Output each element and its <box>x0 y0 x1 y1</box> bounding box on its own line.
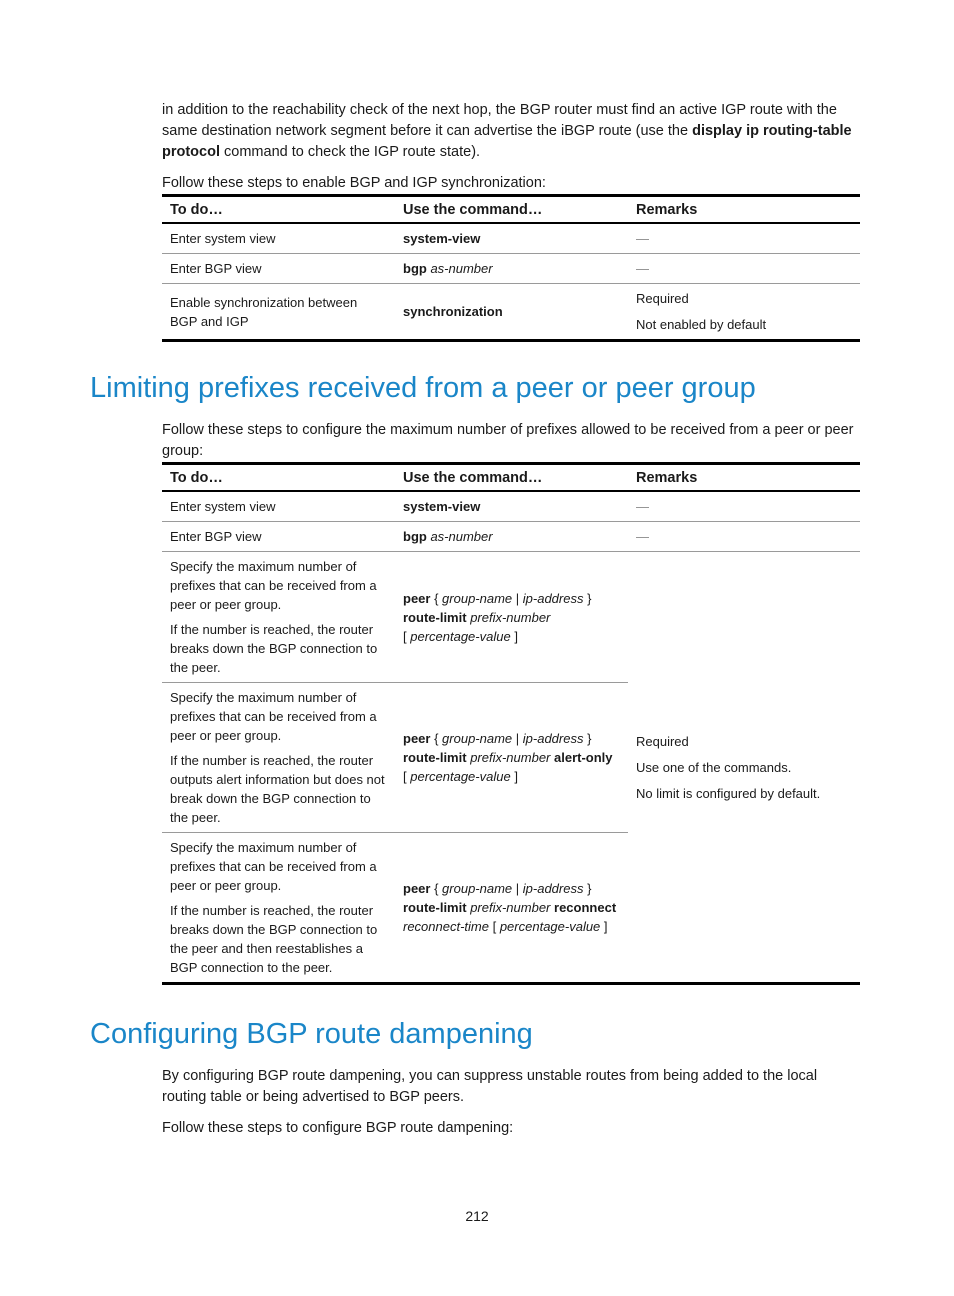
header-todo: To do… <box>162 196 395 224</box>
command-argument: percentage-value <box>410 628 511 644</box>
remark-cell: — <box>628 522 860 552</box>
remark-cell: — <box>628 254 860 284</box>
todo-description: Specify the maximum number of prefixes that can be received from a peer or peer group. <box>170 559 377 612</box>
command-argument: group-name <box>442 731 513 746</box>
command-cell <box>395 683 628 833</box>
header-command: Use the command… <box>395 464 628 492</box>
command-syntax: ] <box>600 919 608 934</box>
todo-cell: Enter BGP view <box>162 522 395 552</box>
command-argument: ip-address <box>522 881 584 896</box>
command-syntax: { <box>430 881 443 896</box>
command-keyword: peer <box>403 731 431 746</box>
dampening-paragraph <box>162 1066 864 1108</box>
command-cell <box>395 223 628 254</box>
header-command: Use the command… <box>395 196 628 224</box>
command-argument: percentage-value <box>499 919 601 934</box>
todo-note: If the number is reached, the router outputs alert information but does not break down the BGP connection to the peer. <box>170 753 385 825</box>
table-row <box>162 223 860 254</box>
command-keyword: reconnect <box>554 900 617 915</box>
intro-line-3 <box>162 142 864 163</box>
todo-note: If the number is reached, the router breaks down the BGP connection to the peer. <box>170 622 378 675</box>
command-argument: reconnect-time <box>403 919 489 934</box>
command-syntax: [ <box>488 919 500 934</box>
sync-command-table <box>162 194 860 342</box>
todo-cell <box>162 552 395 683</box>
table-header-row <box>162 196 860 224</box>
command-argument: as-number <box>430 529 493 544</box>
table-row <box>162 254 860 284</box>
todo-cell <box>162 833 395 984</box>
command-keyword: system-view <box>403 231 481 246</box>
header-remarks: Remarks <box>628 196 860 224</box>
remark-default: Not enabled by default <box>636 317 767 332</box>
command-keyword: bgp <box>403 261 427 276</box>
section-heading-route-dampening: Configuring BGP route dampening <box>90 1018 533 1050</box>
table-row <box>162 552 860 683</box>
command-syntax: } <box>583 731 592 746</box>
command-cell <box>395 254 628 284</box>
command-display-ip-routing-table: display ip routing-table <box>692 123 852 139</box>
command-line <box>403 589 620 608</box>
intro-text: command to check the IGP route state). <box>220 144 481 160</box>
command-syntax: ] <box>510 628 518 644</box>
command-keyword: route-limit <box>403 750 467 765</box>
command-keyword: alert-only <box>554 750 613 765</box>
command-syntax: } <box>583 590 592 606</box>
command-cell <box>395 833 628 984</box>
header-remarks: Remarks <box>628 464 860 492</box>
page-number: 212 <box>465 1208 489 1224</box>
command-protocol: protocol <box>162 144 220 160</box>
intro-line-1: in addition to the reachability check of the next hop, the BGP router must find an active IGP route with the <box>162 102 837 118</box>
command-keyword: bgp <box>403 529 427 544</box>
table-row <box>162 522 860 552</box>
remark-required: Required <box>636 733 689 749</box>
paragraph-line: By configuring BGP route dampening, you can suppress unstable routes from being added to the local <box>162 1068 818 1084</box>
command-argument: group-name <box>442 590 513 606</box>
command-cell <box>395 491 628 522</box>
remark-cell: — <box>628 491 860 522</box>
command-cell <box>395 522 628 552</box>
command-syntax: { <box>430 590 443 606</box>
command-line <box>403 879 620 898</box>
todo-description: Specify the maximum number of prefixes that can be received from a peer or peer group. <box>170 690 377 743</box>
command-syntax: [ <box>403 769 411 784</box>
remark-default: No limit is configured by default. <box>636 785 821 801</box>
table2-intro: Follow these steps to configure the maximum number of prefixes allowed to be received from a peer or peer group: <box>162 422 854 459</box>
command-syntax: } <box>583 881 592 896</box>
command-keyword: route-limit <box>403 900 467 915</box>
command-argument: ip-address <box>522 731 584 746</box>
command-keyword: peer <box>403 881 431 896</box>
command-line <box>403 608 620 627</box>
todo-cell: Enter BGP view <box>162 254 395 284</box>
remark-cell <box>628 284 860 341</box>
header-todo: To do… <box>162 464 395 492</box>
remark-required: Required <box>636 291 689 306</box>
command-syntax: | <box>512 590 523 606</box>
table-header-row <box>162 464 860 492</box>
command-line <box>403 917 620 936</box>
command-cell <box>395 552 628 683</box>
command-argument: ip-address <box>522 590 584 606</box>
todo-cell <box>162 683 395 833</box>
command-syntax: | <box>512 731 523 746</box>
command-argument: percentage-value <box>410 769 511 784</box>
todo-cell: Enter system view <box>162 223 395 254</box>
todo-cell: Enter system view <box>162 491 395 522</box>
section-heading-limiting-prefixes: Limiting prefixes received from a peer or peer group <box>90 372 756 404</box>
command-line <box>403 767 620 786</box>
remark-cell: — <box>628 223 860 254</box>
command-cell <box>395 284 628 341</box>
todo-note: If the number is reached, the router breaks down the BGP connection to the peer and then reestablishes a BGP connection to the peer. <box>170 903 378 975</box>
intro-line-2 <box>162 121 864 142</box>
command-argument: prefix-number <box>470 609 551 625</box>
command-line <box>403 729 620 748</box>
command-line <box>403 898 620 917</box>
command-argument: as-number <box>430 261 493 276</box>
command-syntax: | <box>512 881 523 896</box>
command-line <box>403 748 620 767</box>
command-line <box>403 627 620 646</box>
todo-description: Specify the maximum number of prefixes that can be received from a peer or peer group. <box>170 840 377 893</box>
intro-text: same destination network segment before it can advertise the iBGP route (use the <box>162 123 693 139</box>
command-argument: group-name <box>442 881 513 896</box>
prefix-limit-command-table <box>162 462 860 985</box>
command-syntax: [ <box>403 628 411 644</box>
command-keyword: system-view <box>403 499 481 514</box>
todo-cell: Enable synchronization between BGP and IGP <box>162 284 395 341</box>
merged-remark-cell <box>628 552 860 984</box>
paragraph-line: routing table or being advertised to BGP peers. <box>162 1089 465 1105</box>
table-row <box>162 491 860 522</box>
command-keyword: peer <box>403 590 431 606</box>
table1-intro: Follow these steps to enable BGP and IGP synchronization: <box>162 175 546 191</box>
command-syntax: { <box>430 731 443 746</box>
dampening-intro: Follow these steps to configure BGP route dampening: <box>162 1120 514 1136</box>
intro-paragraph <box>162 100 864 163</box>
command-argument: prefix-number <box>470 750 551 765</box>
remark-use-one: Use one of the commands. <box>636 759 792 775</box>
command-keyword: synchronization <box>403 304 503 319</box>
command-keyword: route-limit <box>403 609 467 625</box>
command-argument: prefix-number <box>470 900 551 915</box>
table-row <box>162 284 860 341</box>
command-syntax: ] <box>510 769 518 784</box>
